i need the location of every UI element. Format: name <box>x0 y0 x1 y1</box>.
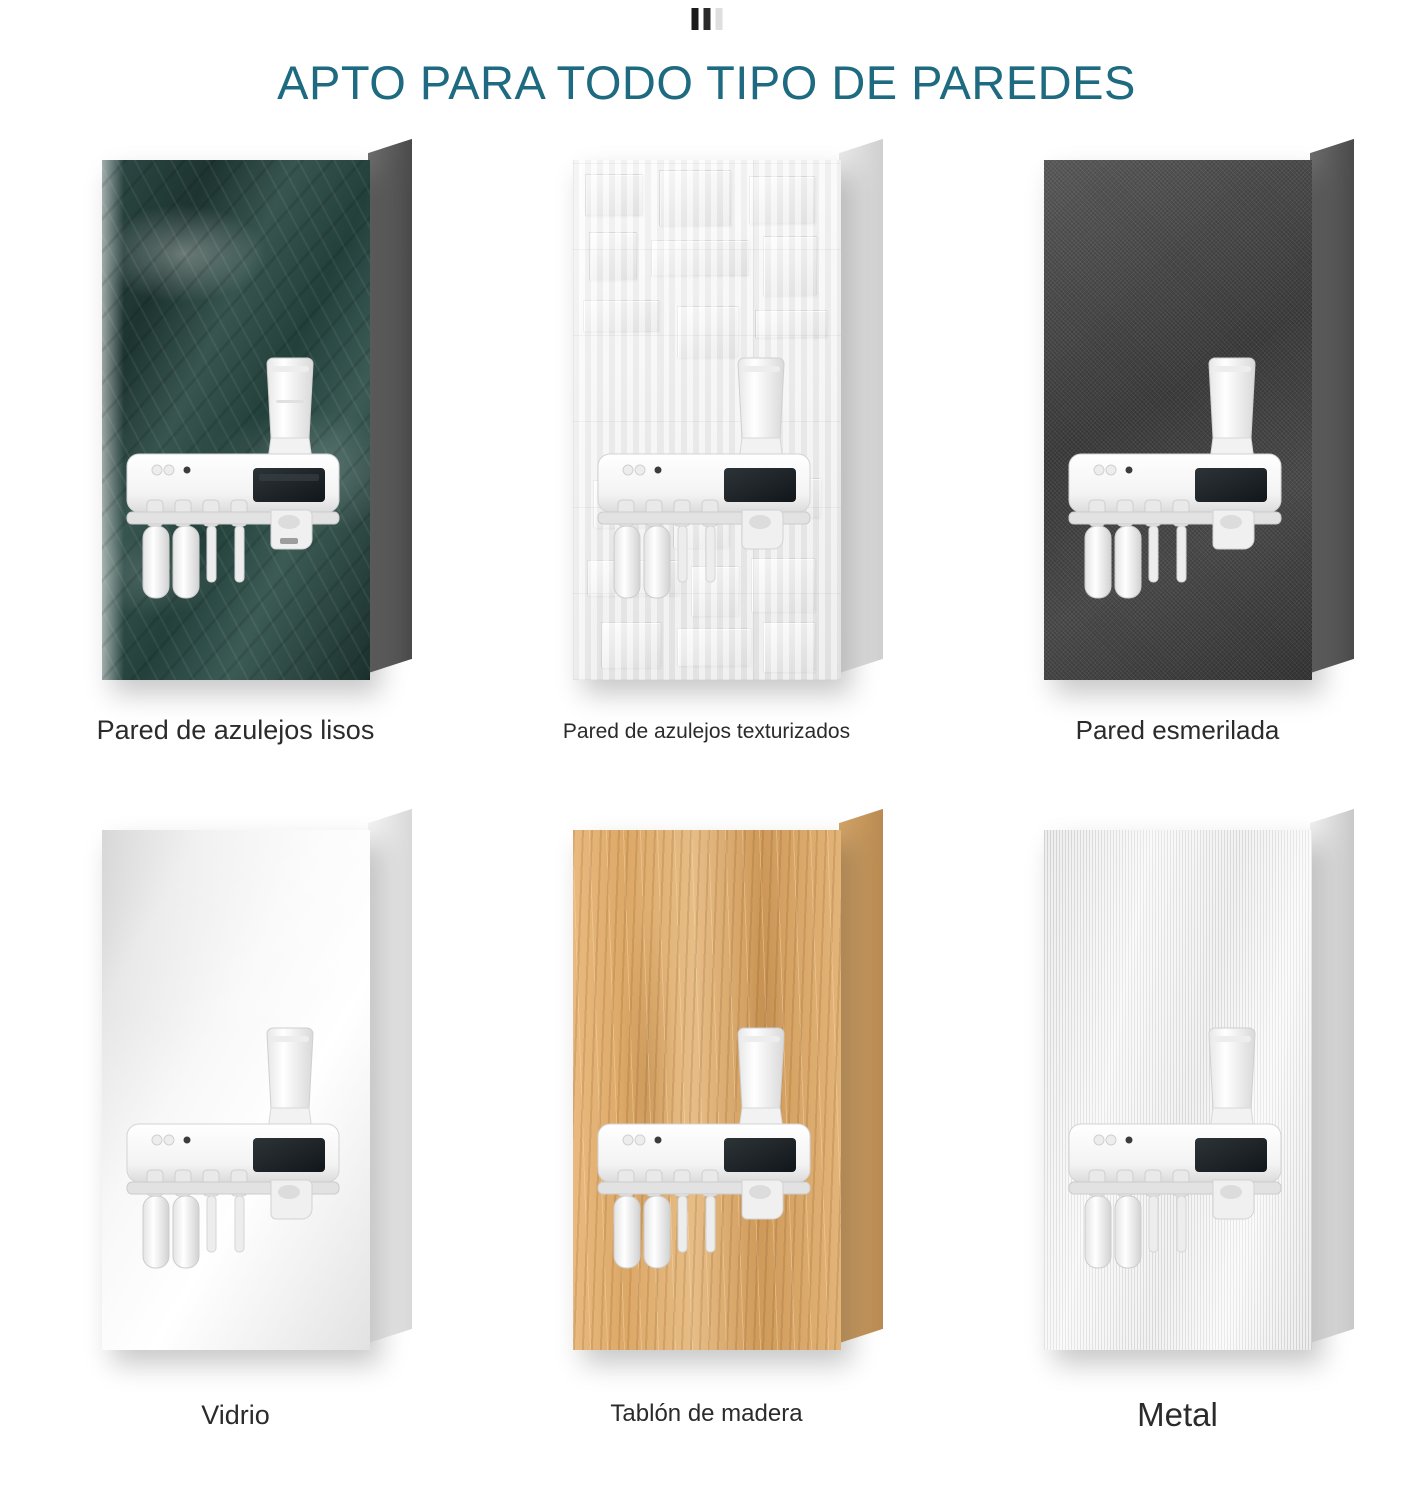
wall-card-caption: Pared de azulejos texturizados <box>562 720 851 743</box>
panel-side-edge <box>839 139 883 673</box>
wall-card-glass <box>0 828 471 1500</box>
page-title: APTO PARA TODO TIPO DE PAREDES <box>277 56 1136 109</box>
panel-side-edge <box>368 809 412 1343</box>
wall-panel <box>573 160 841 680</box>
wall-panel <box>1044 830 1312 1350</box>
top-decoration <box>691 8 722 30</box>
wall-card-textured-tile <box>471 150 942 828</box>
wall-card-caption: Tablón de madera <box>610 1400 803 1427</box>
wall-panel <box>1044 160 1312 680</box>
decoration-bar-3 <box>715 8 722 30</box>
decoration-bar-2 <box>703 8 710 30</box>
panel-side-edge <box>1310 139 1354 673</box>
wall-card-caption: Metal <box>1137 1396 1218 1433</box>
wall-card-frosted <box>942 150 1413 828</box>
device-toothbrush-sterilizer <box>592 350 822 610</box>
device-toothbrush-sterilizer <box>592 1020 822 1280</box>
wall-card-caption: Vidrio <box>201 1400 270 1430</box>
wall-card-caption: Pared esmerilada <box>1075 715 1280 745</box>
wall-card-wood <box>471 828 942 1500</box>
device-toothbrush-sterilizer <box>121 350 351 610</box>
wall-card-caption: Pared de azulejos lisos <box>96 715 375 745</box>
panel-side-edge <box>368 139 412 673</box>
panel-side-edge <box>1310 809 1354 1343</box>
device-toothbrush-sterilizer <box>1063 350 1293 610</box>
panel-side-edge <box>839 809 883 1343</box>
wall-panel <box>573 830 841 1350</box>
wall-type-grid <box>0 150 1413 1500</box>
wall-panel <box>102 830 370 1350</box>
wall-card-smooth-tile <box>0 150 471 828</box>
wall-panel <box>102 160 370 680</box>
device-toothbrush-sterilizer <box>121 1020 351 1280</box>
wall-card-metal <box>942 828 1413 1500</box>
device-toothbrush-sterilizer <box>1063 1020 1293 1280</box>
decoration-bar-1 <box>691 8 698 30</box>
